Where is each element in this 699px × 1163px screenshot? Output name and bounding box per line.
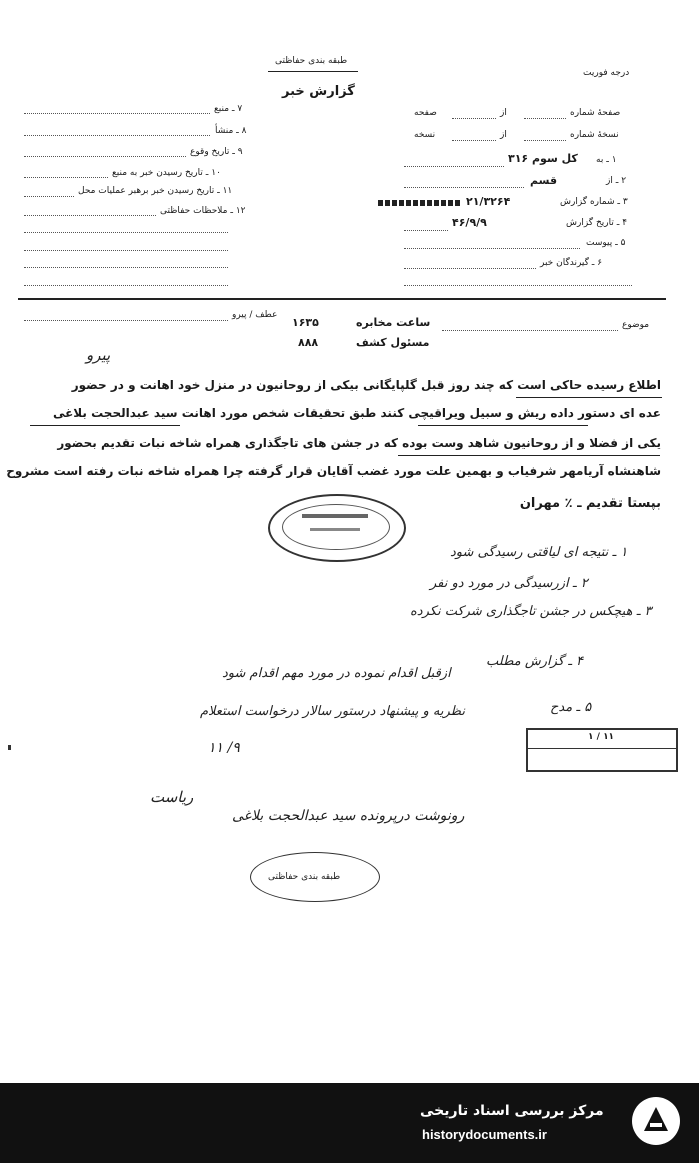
note-8: ۹/ ۱۱ [208, 740, 240, 756]
page-of: از [500, 108, 507, 118]
officer-label: مسئول کشف [356, 336, 430, 349]
note-4: ۴ ـ گزارش مطلب [486, 654, 584, 669]
oval-stamp [268, 494, 406, 562]
note-7: نظریه و پیشنهاد درستور سالار درخواست استعلام [200, 704, 465, 719]
page-unit: صفحه [414, 108, 437, 118]
reference-label: عطف / پیرو [232, 310, 278, 320]
copy-unit: نسخه [414, 130, 436, 140]
footer-brand-url: historydocuments.ir [422, 1127, 547, 1142]
copy-of: از [500, 130, 507, 140]
note-6: ازقبل اقدام نموده در مورد مهم اقدام شود [222, 666, 451, 681]
body-line-2: عده ای دستور داده ریش و سبیل ویراقیچی کنند طبق تحقیقات شخص مورد اهانت سید عبدالحجت بلاغی [52, 406, 661, 420]
body-line-1: اطلاع رسیده حاکی است که چند روز قبل گلپایگانی بیکی از روحانیون در منزل خود اهانت و در حضور [71, 378, 661, 392]
classification-top: طبقه بندی حفاظتی [275, 56, 348, 66]
field-12: ۱۲ ـ ملاحظات حفاظتی [160, 206, 246, 216]
field-7: ۷ ـ منبع [214, 104, 243, 114]
copy-number-label: نسخهٔ شماره [570, 130, 619, 140]
note-5: ۵ ـ مدح [550, 700, 592, 715]
field-11: ۱۱ ـ تاریخ رسیدن خبر برهبر عملیات محل [78, 186, 233, 196]
field-8: ۸ ـ منشأ [215, 126, 247, 136]
note-2: ۲ ـ ازرسیدگی در مورد دو نفر [430, 576, 588, 591]
classification-bottom: طبقه بندی حفاظتی [268, 872, 341, 882]
transmission-time-value: ۱۶۳۵ [292, 316, 319, 329]
field-10: ۱۰ ـ تاریخ رسیدن خبر به منبع [112, 168, 221, 178]
note-10: رونوشت درپرونده سید عبدالحجت بلاغی [232, 808, 465, 824]
page-number-label: صفحهٔ شماره [570, 108, 621, 118]
body-line-5: بپستا تقدیم ـ ٪ مهران [519, 496, 661, 511]
field-3-value: ۲۱/۳۲۶۴ [466, 195, 511, 208]
field-1-label: ۱ ـ به [596, 155, 617, 165]
field-1-value: کل سوم ۳۱۶ [508, 152, 578, 165]
footer-brand-fa: مرکز بررسی اسناد تاریخی [420, 1103, 604, 1119]
handwritten-followup: پیرو [86, 346, 111, 364]
body-line-3: یکی از فضلا و از روحانیون شاهد وست بوده که در جشن های تاجگذاری همراه شاخه نبات تقدیم بحضور [57, 436, 661, 450]
field-9: ۹ ـ تاریخ وقوع [190, 147, 243, 157]
report-title: گزارش خبر [282, 84, 355, 99]
section-divider [18, 298, 666, 300]
transmission-time-label: ساعت مخابره [356, 316, 431, 329]
typed-strikeout [378, 200, 462, 206]
urgency-label: درجه فوریت [583, 68, 630, 78]
date-stamp [526, 728, 678, 772]
stamp-date: ۱۱ / ۱ [588, 732, 615, 742]
officer-value: ۸۸۸ [298, 336, 319, 349]
field-6-label: ۶ ـ گیرندگان خبر [540, 258, 603, 268]
subject-label: موضوع [622, 320, 650, 330]
field-5-label: ۵ ـ پیوست [586, 238, 626, 248]
body-line-4: شاهنشاه آریامهر شرفیاب و بهمین علت مورد غضب آقایان قرار گرفته چرا همراه شاخه نبات رفته است مشروح [6, 464, 661, 478]
footer-band [0, 1083, 699, 1163]
note-9: ریاست [150, 788, 194, 806]
classification-underline [268, 71, 358, 72]
field-2-value: قسم [530, 174, 558, 187]
field-2-label: ۲ ـ از [606, 176, 627, 186]
field-4-label: ۴ ـ تاریخ گزارش [566, 218, 628, 228]
note-3: ۳ ـ هیچکس در جشن تاجگذاری شرکت نکرده [410, 604, 652, 619]
edge-mark [8, 745, 11, 750]
field-4-value: ۴۶/۹/۹ [452, 216, 487, 229]
archive-logo-icon [630, 1095, 682, 1147]
note-1: ۱ ـ نتیجه ای لیاقتی رسیدگی شود [450, 545, 628, 560]
field-3-label: ۳ ـ شماره گزارش [560, 197, 628, 207]
